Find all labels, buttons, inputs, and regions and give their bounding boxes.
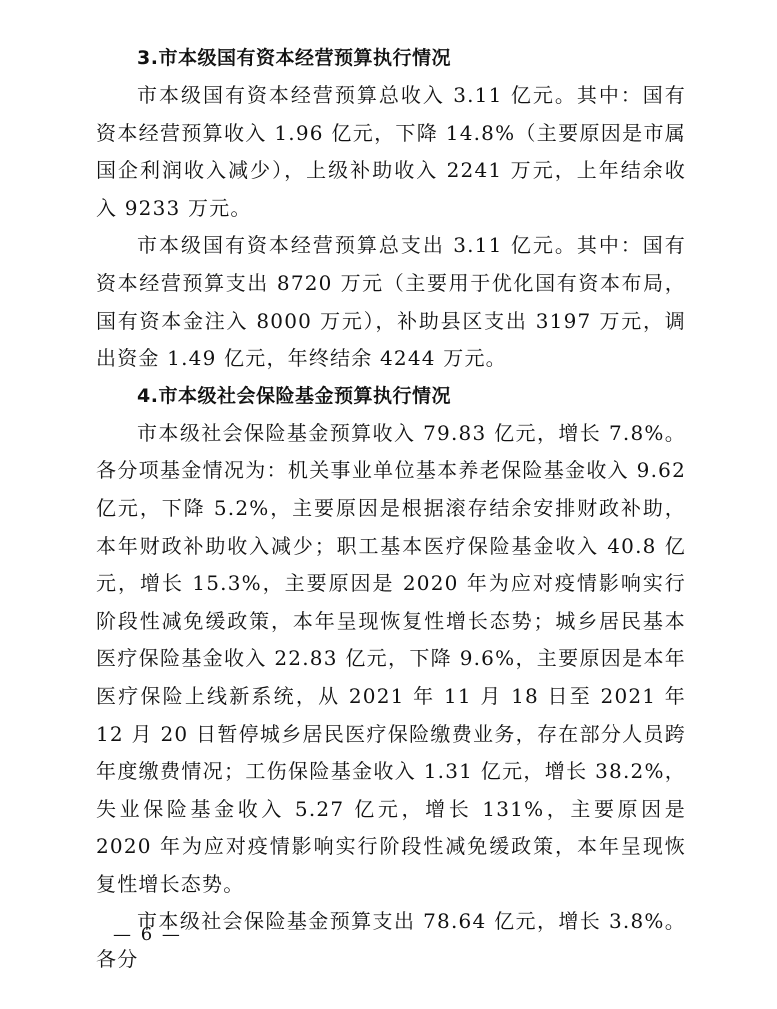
section-4-paragraph-income: 市本级社会保险基金预算收入 79.83 亿元，增长 7.8%。各分项基金情况为：机关事业单位基本养老保险基金收入 9.62 亿元，下降 5.2%，主要原因是根据滚存结余安排财政补助，本年财政补助收入减少；职工基本医疗保险基金收入 40.8 亿元，增长 15.3%，主要原因是 2020 年为应对疫情影响实行阶段性减免缓政策，本年呈现恢复性增长态势；城乡居民基本医疗保险基金收入 22.83 亿元，下降 9.6%，主要原因是本年医疗保险上线新系统，从 2021 年 11 月 18 日至 2021 年 12 月 20 日暂停城乡居民医疗保险缴费业务，存在部分人员跨年度缴费情况；工伤保险基金收入 1.31 亿元，增长 38.2%，失业保险基金收入 5.27 亿元，增长 131%，主要原因是 2020 年为应对疫情影响实行阶段性减免缓政策，本年呈现恢复性增长态势。 [96,420,686,896]
section-heading-4: 4.市本级社会保险基金预算执行情况 [137,384,451,407]
document-page [96,40,686,979]
page-number: — 6 — [113,924,182,945]
section-heading-3: 3.市本级国有资本经营预算执行情况 [137,47,451,69]
section-3-paragraph-income: 市本级国有资本经营预算总收入 3.11 亿元。其中：国有资本经营预算收入 1.96 亿元，下降 14.8%（主要原因是市属国企利润收入减少），上级补助收入 2241 万元，上年结余收入 9233 万元。 [96,83,686,220]
section-4-paragraph-expenditure: 市本级社会保险基金预算支出 78.64 亿元，增长 3.8%。各分 [96,909,686,972]
section-3-paragraph-expenditure: 市本级国有资本经营预算总支出 3.11 亿元。其中：国有资本经营预算支出 8720 万元（主要用于优化国有资本布局，国有资本金注入 8000 万元），补助县区支出 3197 万元，调出资金 1.49 亿元，年终结余 4244 万元。 [96,233,686,371]
